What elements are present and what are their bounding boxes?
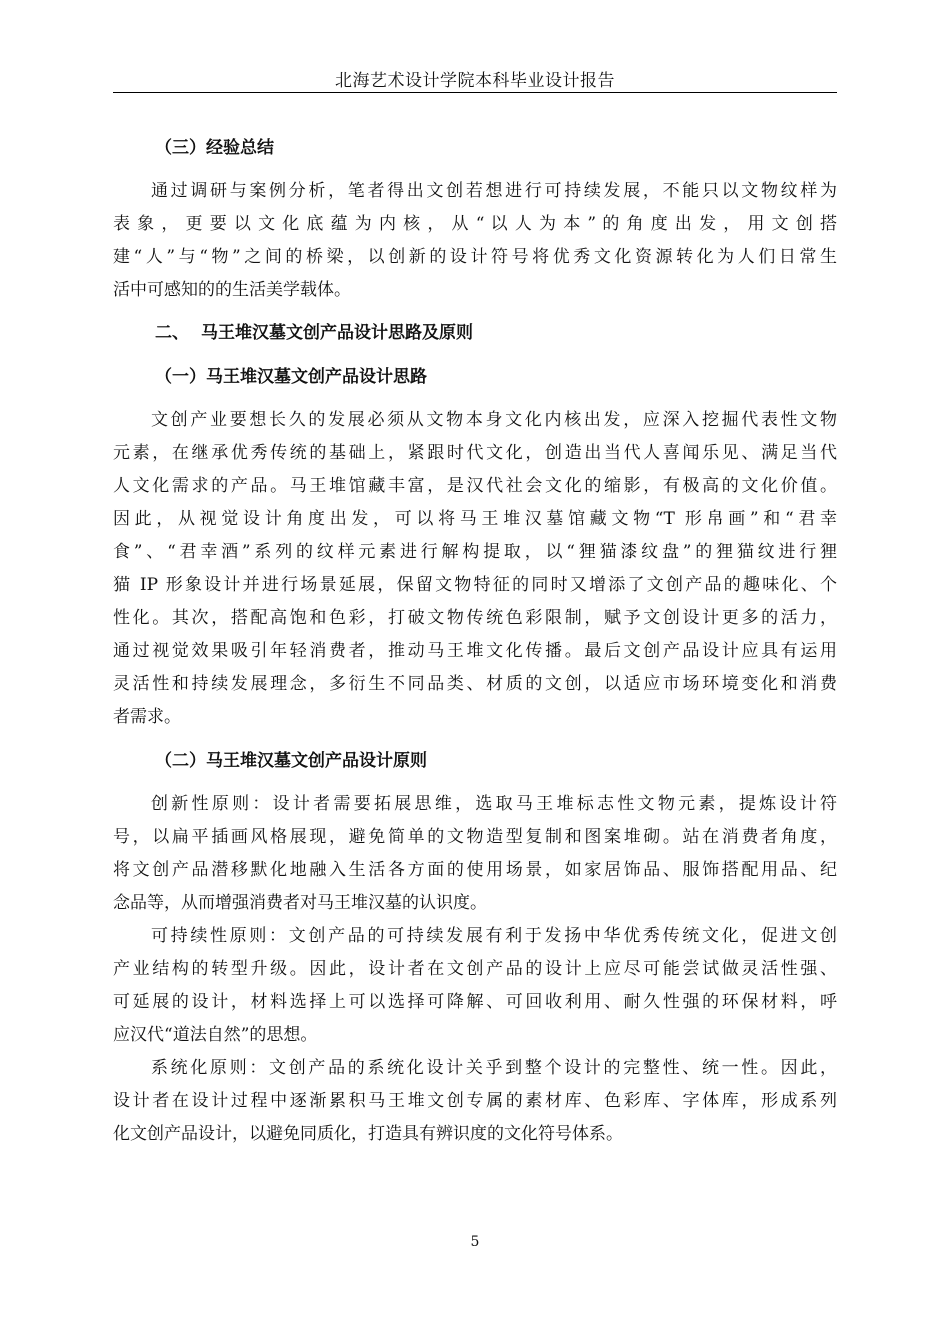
paragraph-line: 产业结构的转型升级。因此，设计者在文创产品的设计上应尽可能尝试做灵活性强、 xyxy=(113,959,837,979)
paragraph-line: 性化。其次，搭配高饱和色彩，打破文物传统色彩限制，赋予文创设计更多的活力， xyxy=(113,608,837,628)
paragraph-line: 号，以扁平插画风格展现，避免简单的文物造型复制和图案堆砌。站在消费者角度， xyxy=(113,827,837,847)
paragraph-line: 表 象 ， 更 要 以 文 化 底 蕴 为 内 核 ， 从 “ 以 人 为 本 ” 的 角 度 出 发 ， 用 文 创 搭 xyxy=(113,214,837,234)
page-number: 5 xyxy=(470,1234,480,1250)
paragraph-line: 系统化原则：文创产品的系统化设计关乎到整个设计的完整性、统一性。因此， xyxy=(151,1058,837,1078)
section-heading-design-principles: （二）马王堆汉墓文创产品设计原则 xyxy=(155,751,427,771)
chapter-heading xyxy=(155,318,473,343)
paragraph-line: 可持续性原则：文创产品的可持续发展有利于发扬中华优秀传统文化，促进文创 xyxy=(151,926,837,946)
paragraph-line: 灵活性和持续发展理念，多衍生不同品类、材质的文创，以适应市场环境变化和消费 xyxy=(113,674,837,694)
paragraph-line: 念品等，从而增强消费者对马王堆汉墓的认识度。 xyxy=(113,893,487,913)
paragraph-line: 食”、“君幸酒”系列的纹样元素进行解构提取，以“狸猫漆纹盘”的狸猫纹进行狸 xyxy=(113,542,837,562)
paragraph-line: 人文化需求的产品。马王堆馆藏丰富，是汉代社会文化的缩影，有极高的文化价值。 xyxy=(113,476,837,496)
paragraph-line: 可延展的设计，材料选择上可以选择可降解、可回收利用、耐久性强的环保材料，呼 xyxy=(113,992,837,1012)
section-heading-experience-summary: （三）经验总结 xyxy=(155,138,274,158)
paragraph-line: 通过调研与案例分析，笔者得出文创若想进行可持续发展，不能只以文物纹样为 xyxy=(151,181,837,201)
chapter-number: 二、 xyxy=(155,323,189,343)
paragraph-line: 元素，在继承优秀传统的基础上，紧跟时代文化，创造出当代人喜闻乐见、满足当代 xyxy=(113,443,837,463)
paragraph-line: 猫 IP 形象设计并进行场景延展，保留文物特征的同时又增添了文创产品的趣味化、个 xyxy=(113,575,837,595)
chapter-title: 马王堆汉墓文创产品设计思路及原则 xyxy=(201,323,473,343)
paragraph-line: 应汉代“道法自然”的思想。 xyxy=(113,1025,318,1045)
paragraph-line: 者需求。 xyxy=(113,707,181,727)
section-heading-design-ideas: （一）马王堆汉墓文创产品设计思路 xyxy=(155,367,427,387)
paragraph-line: 化文创产品设计，以避免同质化，打造具有辨识度的文化符号体系。 xyxy=(113,1124,623,1144)
paragraph-line: 通过视觉效果吸引年轻消费者，推动马王堆文化传播。最后文创产品设计应具有运用 xyxy=(113,641,837,661)
page-header-title: 北海艺术设计学院本科毕业设计报告 xyxy=(335,71,615,91)
paragraph-line: 建“人”与“物”之间的桥梁，以创新的设计符号将优秀文化资源转化为人们日常生 xyxy=(113,247,837,267)
paragraph-line: 活中可感知的的生活美学载体。 xyxy=(113,280,351,300)
header-rule xyxy=(113,92,837,93)
paragraph-line: 因此，从视觉设计角度出发，可以将马王堆汉墓馆藏文物“T 形帛画”和“君幸 xyxy=(113,509,837,529)
paragraph-line: 文创产业要想长久的发展必须从文物本身文化内核出发，应深入挖掘代表性文物 xyxy=(151,410,837,430)
paragraph-line: 设计者在设计过程中逐渐累积马王堆文创专属的素材库、色彩库、字体库，形成系列 xyxy=(113,1091,837,1111)
paragraph-line: 创新性原则：设计者需要拓展思维，选取马王堆标志性文物元素，提炼设计符 xyxy=(151,794,837,814)
paragraph-line: 将文创产品潜移默化地融入生活各方面的使用场景，如家居饰品、服饰搭配用品、纪 xyxy=(113,860,837,880)
